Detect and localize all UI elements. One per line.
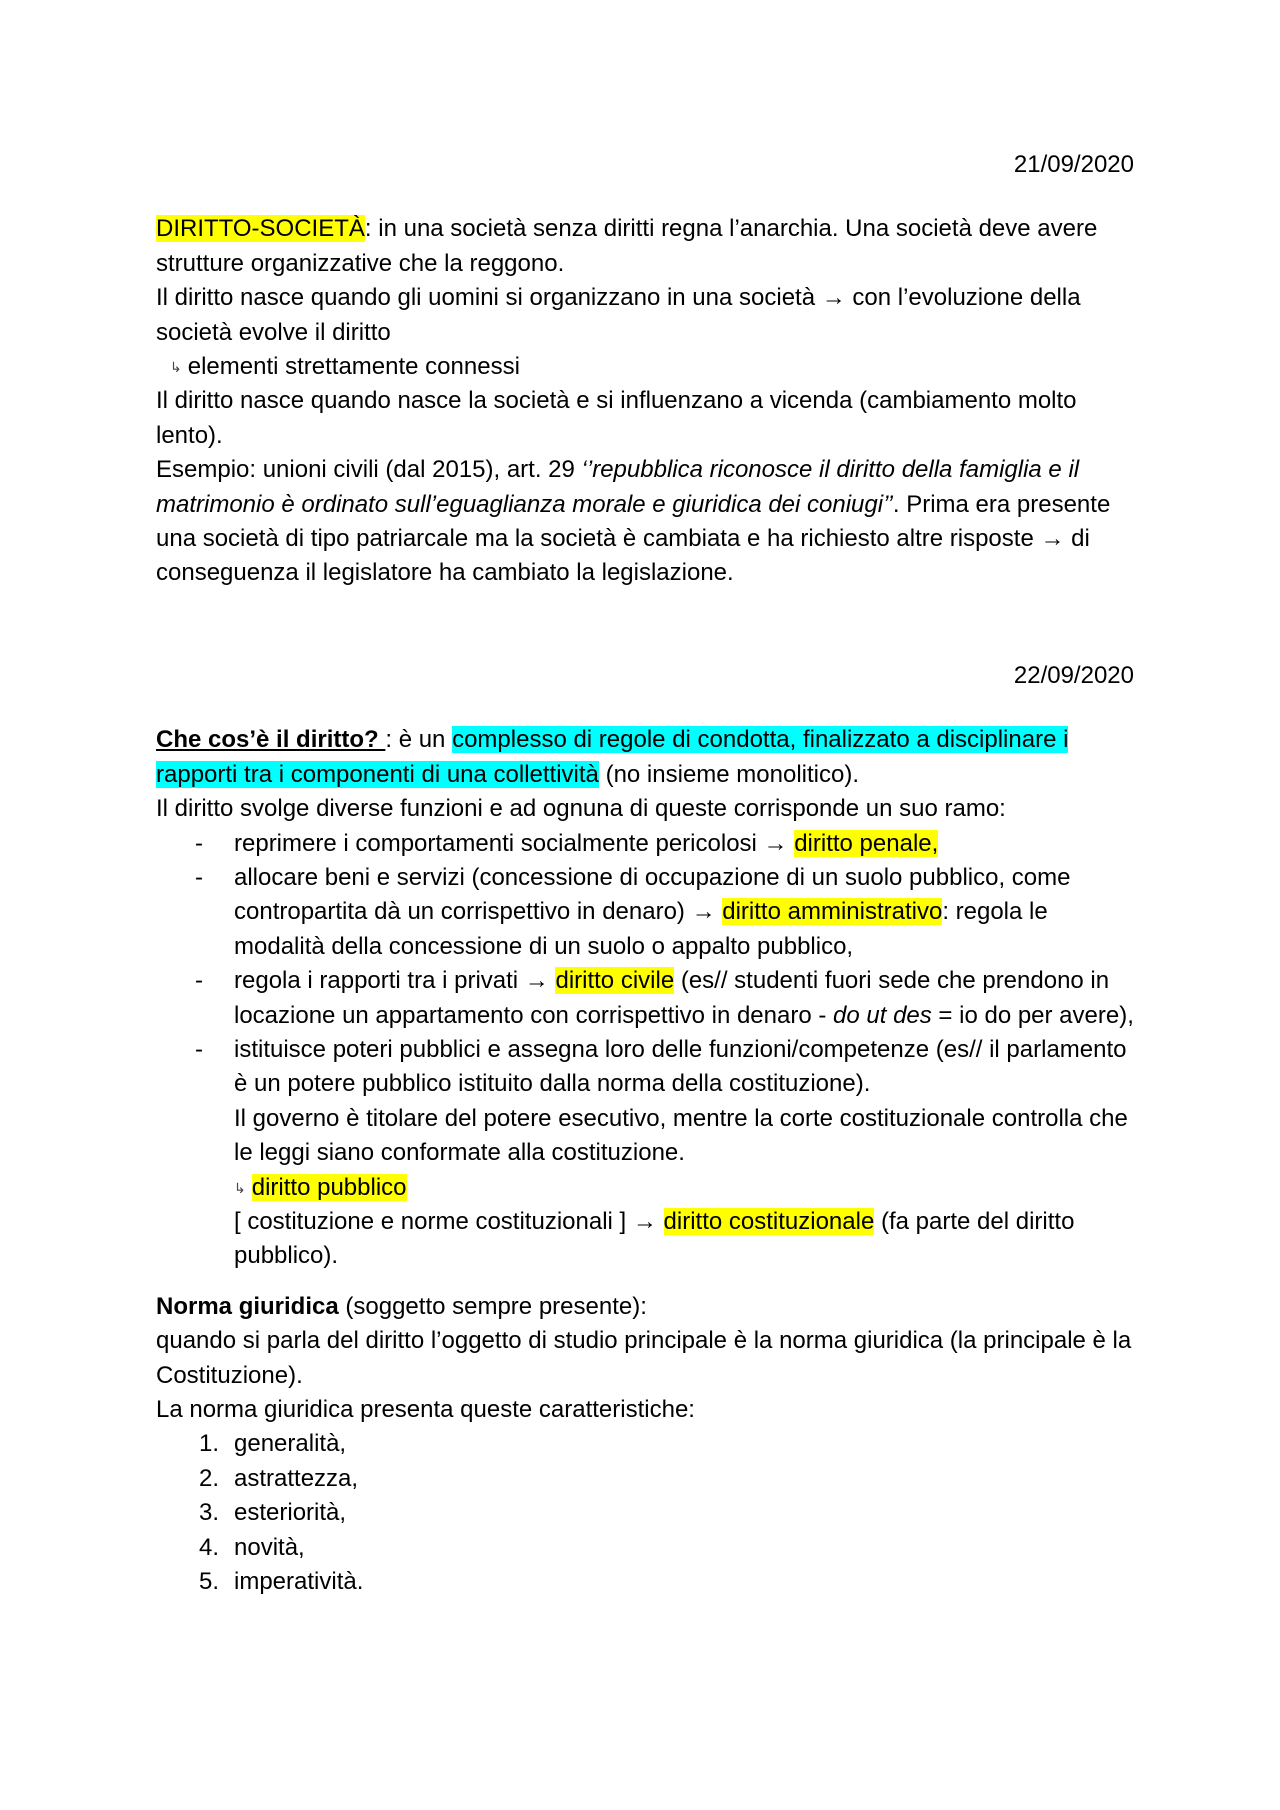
list-item-text: reprimere i comportamenti socialmente pericolosi → [234,829,795,857]
list-item-text: astrattezza, [234,1464,359,1492]
paragraph [156,212,1134,281]
list-item-text: (fa parte del diritto pubblico). [234,1207,1075,1270]
paragraph [156,453,1134,591]
list-item [156,964,1134,1033]
highlighted-term: diritto penale, [794,829,939,857]
list-number: 2. [198,1464,219,1492]
sub-point [234,1171,1134,1205]
list-item-text: imperatività. [234,1568,364,1596]
functions-list [156,827,1134,1274]
question-heading: Che cos’è il diritto? [156,726,386,754]
highlighted-term: diritto amministrativo [722,898,943,926]
paragraph-text: Esempio: unioni civili (dal 2015), art. 29 [156,456,582,484]
dash-bullet: - [195,967,203,995]
return-arrow-icon: ↳ [234,1179,246,1196]
list-item [156,1496,1134,1530]
characteristics-list [156,1427,1134,1599]
bracket-text: [ costituzione e norme costituzionali ] → [234,1207,664,1235]
list-item [156,1033,1134,1274]
paragraph: quando si parla del diritto l’oggetto di studio principale è la norma giuridica (la principale è la Costituzione). [156,1327,1132,1389]
list-item-text: (es// studenti fuori sede che prendono in locazione un appartamento con corrispettivo in denaro - [234,967,1110,1029]
list-item [156,1531,1134,1565]
list-item [156,827,1134,861]
list-item [156,1462,1134,1496]
list-item-text: = io do per avere), [931,1001,1134,1029]
list-item-text: : regola le modalità della concessione di un suolo o appalto pubblico, [234,898,1048,960]
highlighted-term: diritto civile [555,967,675,995]
list-number: 1. [198,1430,219,1458]
paragraph: La norma giuridica presenta queste caratteristiche: [156,1396,695,1423]
sub-point-text: elementi strettamente connessi [187,353,520,381]
dash-bullet: - [195,863,203,891]
dash-bullet: - [195,829,203,857]
date-heading: 22/09/2020 [1013,661,1134,689]
list-item [156,1427,1134,1461]
list-item-text: allocare beni e servizi (concessione di occupazione di un suolo pubblico, come contropartita dà un corrispettivo in denaro) → [234,863,1071,926]
paragraph: Il diritto nasce quando gli uomini si organizzano in una società → con l’evoluzione della società evolve il diritto [156,284,1081,346]
list-item [156,1565,1134,1599]
paragraph-text: (no insieme monolitico). [598,760,860,788]
highlighted-term: diritto pubblico [251,1173,407,1201]
paragraph: Il diritto nasce quando nasce la società e si influenzano a vicenda (cambiamento molto lento). [156,387,1077,449]
list-number: 4. [198,1533,219,1561]
list-item-text: esteriorità, [234,1499,347,1527]
return-arrow-icon: ↳ [170,359,182,376]
paragraph [156,1290,1134,1324]
list-number: 3. [198,1499,219,1527]
sub-point [156,350,1134,384]
highlighted-term: DIRITTO-SOCIETÀ [156,215,365,243]
paragraph-text: (soggetto sempre presente): [338,1292,647,1320]
document-page [156,148,1134,1599]
list-number: 5. [198,1568,219,1596]
date-heading: 21/09/2020 [1013,151,1134,178]
paragraph-text: : in una società senza diritti regna l’anarchia. Una società deve avere strutture organizzative che la reggono. [156,215,1098,277]
list-item-text: Il governo è titolare del potere esecutivo, mentre la corte costituzionale controlla che le leggi siano conformate alla costituzione. [234,1104,1128,1167]
list-item-text: istituisce poteri pubblici e assegna loro delle funzioni/competenze (es// il parlamento è un potere pubblico istituito dalla norma della costituzione). [234,1035,1127,1098]
list-item-text: novità, [234,1533,305,1561]
paragraph: Il diritto svolge diverse funzioni e ad ognuna di queste corrisponde un suo ramo: [156,795,1006,823]
definition-paragraph [156,723,1134,792]
list-item [156,861,1134,964]
highlighted-term: diritto costituzionale [663,1207,875,1235]
list-item-text: generalità, [234,1430,347,1458]
quote-italic: ‘’repubblica riconosce il diritto della famiglia e il matrimonio è ordinato sull’eguaglianza morale e giuridica dei coniugi’’ [156,456,1080,518]
latin-phrase: do ut des [833,1001,932,1029]
paragraph-text: . Prima era presente una società di tipo patriarcale ma la società è cambiata e ha richiesto altre risposte → di conseguenza il legislatore ha cambiato la legislazione. [156,490,1111,587]
highlighted-definition: complesso di regole di condotta, finalizzato a disciplinare i rapporti tra i componenti di una collettività [156,726,1069,788]
list-item-text [234,1205,1134,1274]
paragraph-text: : è un [385,726,453,754]
dash-bullet: - [195,1035,203,1063]
list-item-text: regola i rapporti tra i privati → [234,967,556,995]
section-title: Norma giuridica [156,1292,339,1320]
